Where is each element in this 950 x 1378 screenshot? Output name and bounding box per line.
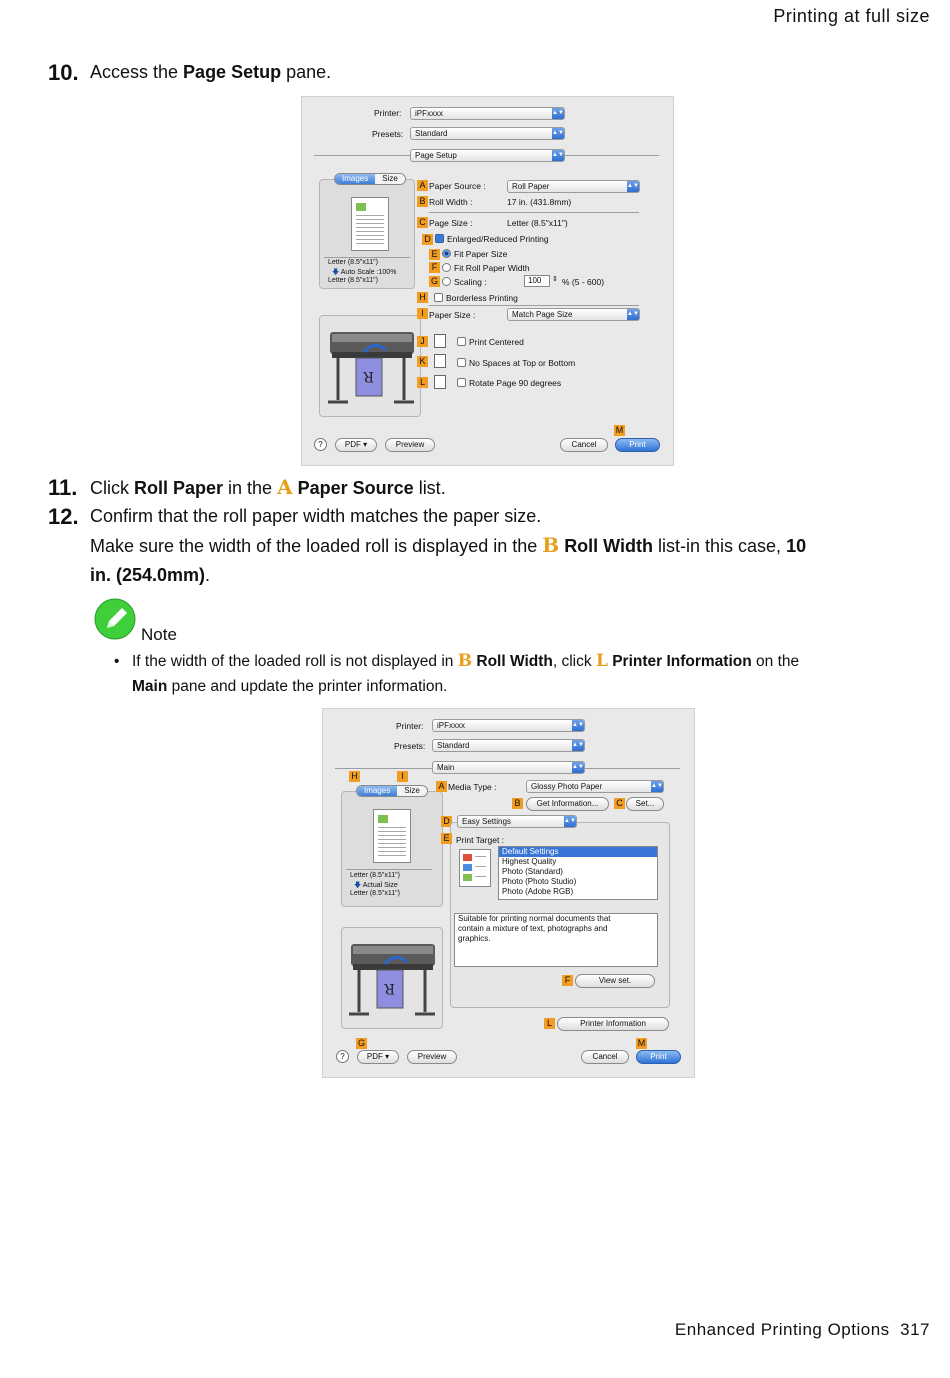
presets-label: Presets: xyxy=(372,129,404,139)
callout-tag: E xyxy=(429,249,440,260)
svg-text:R: R xyxy=(384,980,395,996)
popup-value: Roll Paper xyxy=(512,182,550,191)
callout-tag: A xyxy=(417,180,428,191)
paper-size-popup[interactable] xyxy=(507,308,640,321)
print-target-list[interactable] xyxy=(498,846,658,900)
large-format-printer-icon xyxy=(324,322,419,412)
popup-arrows-icon: ▲▼ xyxy=(564,816,576,827)
preview-info-text: Auto Scale :100% xyxy=(340,269,397,276)
page-number: 317 xyxy=(900,1320,930,1339)
popup-value: Match Page Size xyxy=(512,310,573,319)
separator xyxy=(324,257,410,258)
step-bold: Paper Source xyxy=(297,478,414,498)
print-centered-checkbox[interactable] xyxy=(457,337,466,346)
page-size-label: Page Size : xyxy=(429,218,473,228)
rotate-checkbox[interactable] xyxy=(457,378,466,387)
popup-value: Glossy Photo Paper xyxy=(531,782,603,791)
popup-arrows-icon: ▲▼ xyxy=(552,108,564,119)
description-line: contain a mixture of text, photographs and xyxy=(458,924,608,933)
main-pane-dialog-screenshot xyxy=(322,708,695,1078)
roll-width-value: 17 in. (431.8mm) xyxy=(507,197,572,207)
callout-tag: F xyxy=(429,262,440,273)
popup-value: Page Setup xyxy=(415,151,457,160)
callout-tag: A xyxy=(436,781,447,792)
preview-info-line: Letter (8.5"x11") xyxy=(350,890,400,897)
separator xyxy=(429,212,639,213)
step-bold: Page Setup xyxy=(183,62,282,82)
pane-popup[interactable] xyxy=(410,149,565,162)
printer-label: Printer: xyxy=(396,721,424,731)
easy-settings-popup[interactable] xyxy=(457,815,577,828)
step-text: Click xyxy=(90,478,134,498)
step-text: Confirm that the roll paper width matches the paper size. xyxy=(90,506,542,526)
callout-tag: E xyxy=(441,833,452,844)
list-item[interactable]: Photo (Standard) xyxy=(502,867,563,876)
image-icon xyxy=(378,815,388,823)
popup-value: iPFxxxx xyxy=(437,721,465,730)
preview-info-line: Letter (8.5"x11") xyxy=(328,277,378,284)
popup-arrows-icon: ▲▼ xyxy=(627,181,639,192)
callout-tag: I xyxy=(397,771,408,782)
popup-arrows-icon: ▲▼ xyxy=(627,309,639,320)
preview-info-line: Letter (8.5"x11") xyxy=(350,872,400,879)
scaling-input[interactable]: 100 xyxy=(524,275,550,287)
callout-tag: D xyxy=(422,234,433,245)
scaling-range: % (5 - 600) xyxy=(562,277,605,287)
step-text: list. xyxy=(413,478,446,498)
footer-section: Enhanced Printing Options xyxy=(674,1320,890,1339)
popup-arrows-icon: ▲▼ xyxy=(651,781,663,792)
note-text: pane and update the printer information. xyxy=(167,678,448,695)
printer-popup[interactable] xyxy=(432,719,585,732)
popup-value: Main xyxy=(437,763,455,772)
note-text: If the width of the loaded roll is not displayed in xyxy=(132,653,458,670)
no-spaces-icon xyxy=(434,354,446,368)
note-text: , click xyxy=(552,653,596,670)
callout-tag: H xyxy=(417,292,428,303)
rotate-label: Rotate Page 90 degrees xyxy=(469,378,562,388)
preview-button[interactable]: Preview xyxy=(407,1050,457,1064)
step-number: 11. xyxy=(48,475,78,500)
enlarged-reduced-checkbox[interactable] xyxy=(435,234,444,243)
callout-tag: M xyxy=(615,425,624,435)
popup-value: Standard xyxy=(415,129,448,138)
callout-tag: C xyxy=(417,217,428,228)
callout-tag: B xyxy=(417,196,428,207)
scaling-label: Scaling : xyxy=(454,277,487,287)
fit-roll-width-label: Fit Roll Paper Width xyxy=(454,263,530,273)
description-box xyxy=(454,913,658,967)
callout-tag: K xyxy=(417,356,428,367)
photo-swatch-icon xyxy=(463,874,472,881)
step-bold: Roll Width xyxy=(564,536,654,556)
print-centered-icon xyxy=(434,334,446,348)
note-body xyxy=(132,649,892,699)
presets-label: Presets: xyxy=(394,741,426,751)
step-12 xyxy=(48,502,890,590)
list-item[interactable]: Default Settings xyxy=(499,847,657,857)
enlarged-reduced-label: Enlarged/Reduced Printing xyxy=(447,234,549,244)
print-target-label: Print Target : xyxy=(456,835,505,845)
rotate-icon xyxy=(434,375,446,389)
callout-key: L xyxy=(595,651,608,671)
running-footer xyxy=(675,1320,930,1340)
note-bullet: • xyxy=(114,653,120,670)
callout-key: A xyxy=(277,475,293,499)
callout-tag: G xyxy=(430,276,438,286)
callout-tag: B xyxy=(512,798,523,809)
note-text: on the xyxy=(751,653,800,670)
callout-key: B xyxy=(457,651,473,671)
help-button[interactable]: ? xyxy=(336,1050,349,1063)
help-button[interactable]: ? xyxy=(314,438,327,451)
pane-popup[interactable] xyxy=(432,761,585,774)
note-pencil-icon xyxy=(94,598,136,640)
callout-tag: L xyxy=(417,377,428,388)
description-line: Suitable for printing normal documents that xyxy=(458,914,611,923)
preview-info-text: Actual Size xyxy=(362,882,398,889)
callout-key: B xyxy=(542,533,560,557)
step-number: 12. xyxy=(48,504,79,529)
page-thumbnail xyxy=(373,809,411,863)
step-text: . xyxy=(205,565,211,585)
printer-information-button[interactable]: Printer Information xyxy=(557,1017,669,1031)
view-tabs xyxy=(356,785,428,797)
step-10 xyxy=(48,58,332,87)
popup-arrows-icon: ▲▼ xyxy=(552,150,564,161)
no-spaces-checkbox[interactable] xyxy=(457,358,466,367)
step-bold: 10 xyxy=(786,536,807,556)
cancel-button[interactable]: Cancel xyxy=(560,438,608,452)
paper-source-label: Paper Source : xyxy=(429,181,486,191)
scaling-radio[interactable] xyxy=(442,277,451,286)
callout-tag: M xyxy=(637,1038,646,1048)
callout-tag: C xyxy=(614,798,625,809)
page-size-value: Letter (8.5"x11") xyxy=(507,218,568,228)
arrow-down-icon: 🡇 xyxy=(332,269,340,276)
media-type-popup[interactable] xyxy=(526,780,664,793)
preview-info-line: Letter (8.5"x11") xyxy=(328,259,378,266)
cancel-button[interactable]: Cancel xyxy=(581,1050,629,1064)
step-paragraph xyxy=(90,531,890,561)
step-text: Make sure the width of the loaded roll is displayed in the xyxy=(90,536,543,556)
description-line: graphics. xyxy=(458,934,491,943)
fit-paper-size-label: Fit Paper Size xyxy=(454,249,508,259)
step-bold: in. (254.0mm) xyxy=(90,565,206,585)
tab-images[interactable]: Images xyxy=(335,174,375,184)
printer-popup[interactable] xyxy=(410,107,565,120)
page-thumbnail xyxy=(351,197,389,251)
fit-paper-size-radio[interactable] xyxy=(442,249,451,258)
callout-tag: I xyxy=(417,308,428,319)
step-text: Access the xyxy=(90,62,184,82)
popup-arrows-icon: ▲▼ xyxy=(572,740,584,751)
presets-popup[interactable] xyxy=(432,739,585,752)
page-setup-dialog-screenshot xyxy=(301,96,674,466)
popup-arrows-icon: ▲▼ xyxy=(572,720,584,731)
step-text: in the xyxy=(223,478,278,498)
view-set-button[interactable]: View set. xyxy=(575,974,655,988)
list-item[interactable]: Highest Quality xyxy=(502,857,557,866)
list-item[interactable]: Photo (Photo Studio) xyxy=(502,877,577,886)
callout-tag: L xyxy=(544,1018,555,1029)
callout-tag: D xyxy=(441,816,452,827)
borderless-label: Borderless Printing xyxy=(446,293,518,303)
callout-tag: G xyxy=(357,1038,365,1048)
step-text: pane. xyxy=(281,62,332,82)
note-bold: Roll Width xyxy=(476,653,553,670)
media-type-label: Media Type : xyxy=(448,782,497,792)
tab-images[interactable]: Images xyxy=(357,786,397,796)
step-paragraph xyxy=(90,561,890,590)
popup-value: Easy Settings xyxy=(462,817,511,826)
popup-arrows-icon: ▲▼ xyxy=(572,762,584,773)
print-target-icon xyxy=(459,849,491,887)
tab-size[interactable]: Size xyxy=(397,786,427,796)
set-button[interactable]: Set... xyxy=(626,797,664,811)
callout-tag: H xyxy=(349,771,360,782)
large-format-printer-icon xyxy=(345,934,440,1024)
fit-roll-width-radio[interactable] xyxy=(442,263,451,272)
photo-swatch-icon xyxy=(463,864,472,871)
running-header: Printing at full size xyxy=(773,6,930,26)
no-spaces-label: No Spaces at Top or Bottom xyxy=(469,358,576,368)
callout-tag: J xyxy=(417,336,428,347)
paper-source-popup[interactable] xyxy=(507,180,640,193)
print-button[interactable]: Print xyxy=(636,1050,681,1064)
separator xyxy=(429,305,639,306)
svg-text:R: R xyxy=(363,368,374,384)
pdf-button[interactable]: PDF ▾ xyxy=(357,1050,399,1064)
note-bold: Main xyxy=(132,678,168,695)
separator xyxy=(346,869,432,870)
step-bold: Roll Paper xyxy=(134,478,224,498)
borderless-checkbox[interactable] xyxy=(434,293,443,302)
image-icon xyxy=(356,203,366,211)
callout-tag: F xyxy=(562,975,573,986)
presets-popup[interactable] xyxy=(410,127,565,140)
list-item[interactable]: Photo (Adobe RGB) xyxy=(502,887,574,896)
print-button[interactable]: Print xyxy=(615,438,660,452)
paper-size-label: Paper Size : xyxy=(429,310,476,320)
tab-size[interactable]: Size xyxy=(375,174,405,184)
pdf-button[interactable]: PDF ▾ xyxy=(335,438,377,452)
print-centered-label: Print Centered xyxy=(469,337,524,347)
popup-value: iPFxxxx xyxy=(415,109,443,118)
photo-swatch-icon xyxy=(463,854,472,861)
stepper-icon[interactable]: ⇕ xyxy=(552,276,558,283)
get-information-button[interactable]: Get Information... xyxy=(526,797,609,811)
popup-value: Standard xyxy=(437,741,470,750)
printer-label: Printer: xyxy=(374,108,402,118)
popup-arrows-icon: ▲▼ xyxy=(552,128,564,139)
step-number: 10. xyxy=(48,60,79,85)
preview-button[interactable]: Preview xyxy=(385,438,435,452)
roll-width-label: Roll Width : xyxy=(429,197,473,207)
note-title: Note xyxy=(141,625,177,644)
step-11 xyxy=(48,473,446,503)
note-bold: Printer Information xyxy=(612,653,752,670)
view-tabs xyxy=(334,173,406,185)
arrow-down-icon: 🡇 xyxy=(354,882,362,889)
step-text: list-in this case, xyxy=(653,536,787,556)
